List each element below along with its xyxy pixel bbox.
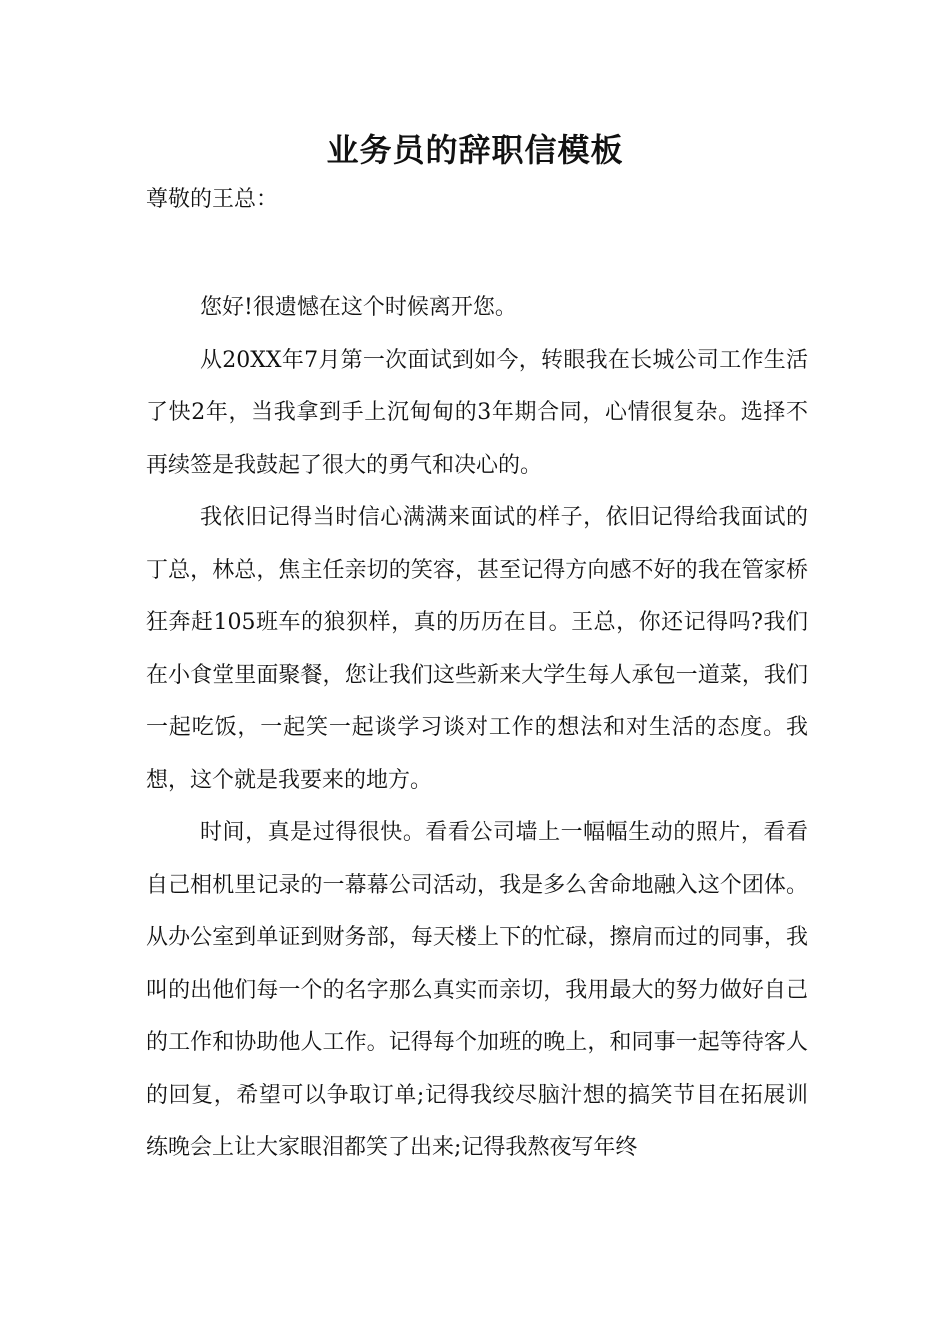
salutation: 尊敬的王总： <box>146 187 279 212</box>
paragraph-memories: 我依旧记得当时信心满满来面试的样子，依旧记得给我面试的丁总，林总，焦主任亲切的笑容，甚至记得方向感不好的我在管家桥狂奔赶105班车的狼狈样，真的历历在目。王总，你还记得吗?我们在小食堂里面聚餐，您让我们这些新来大学生每人承包一道菜，我们一起吃饭，一起笑一起谈学习谈对工作的想法和对生活的态度。我想，这个就是我要来的地方。 <box>146 505 808 793</box>
letter-body <box>146 282 808 1175</box>
document-title: 业务员的辞职信模板 <box>326 131 624 169</box>
paragraph-greeting: 您好!很遗憾在这个时候离开您。 <box>200 295 517 320</box>
paragraph-contract: 从20XX年7月第一次面试到如今，转眼我在长城公司工作生活了快2年，当我拿到手上沉甸甸的3年期合同，心情很复杂。选择不再续签是我鼓起了很大的勇气和决心的。 <box>146 347 808 478</box>
paragraph-time: 时间，真是过得很快。看看公司墙上一幅幅生动的照片，看看自己相机里记录的一幕幕公司活动，我是多么舍命地融入这个团体。从办公室到单证到财务部，每天楼上下的忙碌，擦肩而过的同事，我叫的出他们每一个的名字那么真实而亲切，我用最大的努力做好自己的工作和协助他人工作。记得每个加班的晚上，和同事一起等待客人的回复，希望可以争取订单;记得我绞尽脑汁想的搞笑节目在拓展训练晚会上让大家眼泪都笑了出来;记得我熬夜写年终 <box>146 820 808 1160</box>
